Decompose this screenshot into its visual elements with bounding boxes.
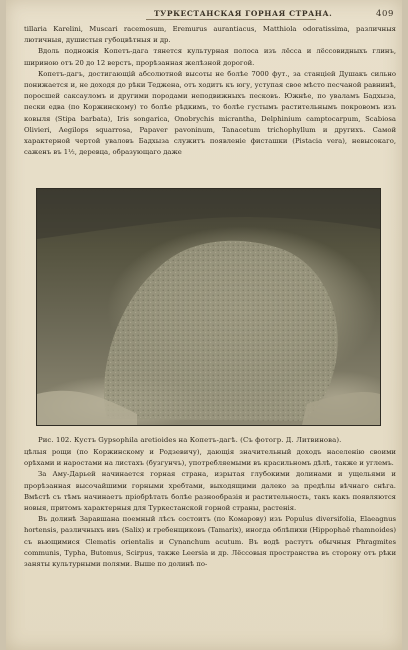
page-number: 409 bbox=[376, 9, 395, 19]
paragraph: Вдоль подножія Копетъ-дага тянется культурная полоса изъ лёсса и лёссовидныхъ глинъ, шириною отъ 20 до 12 верстъ, прорѣзанная желѣзной дорогой. bbox=[24, 47, 396, 67]
running-title: ТУРКЕСТАНСКАЯ ГОРНАЯ СТРАНА. bbox=[154, 9, 333, 18]
paragraph: Въ долинѣ Заравшана поемный лѣсъ состоитъ (по Комарову) изъ Populus diversifolia, Elaeagnus hortensis, различныхъ ивъ (Salix) и гребенщиковъ (Tamarix), иногда облѣпихи (Hippophaë rhamnoides) съ вьющимися Clematis orientalis и Cynanchum acutum. Въ водѣ растутъ обычныя Phragmites communis, Typha, Butomus, Scirpus, также Leersia и др. Лёссовыя пространства въ сторону отъ рѣки заняты культурными полями. Выше по долинѣ по- bbox=[24, 515, 396, 569]
body-text-bottom bbox=[24, 447, 396, 570]
book-page bbox=[6, 0, 402, 650]
figure-caption: Рис. 102. Кустъ Gypsophila aretioides на Копетъ-дагѣ. (Съ фотогр. Д. Литвинова). bbox=[38, 436, 342, 444]
dark-background bbox=[37, 189, 380, 239]
paragraph: За Аму-Дарьей начинается горная страна, изрытая глубокими долинами и ущельями и прорѣзанная высочайшими горными хребтами, выходящими далеко за предѣлы вѣчнаго снѣга. Вмѣстѣ съ тѣмъ начинаетъ пріобрѣтать болѣе разнообразія и растительность, такъ какъ появляются новыя, притомъ характерныя для Туркестанской горной страны, растенія. bbox=[24, 470, 396, 513]
header-rule bbox=[146, 19, 316, 20]
paragraph: Копетъ-дагъ, достигающій абсолютной высоты не болѣе 7000 фут., за станціей Душакъ сильно понижается и, не доходя до рѣки Теджена, отъ ходитъ къ югу, уступая свое мѣсто песчаной равнинѣ, поросшей саксауломъ и другими породами неподвижныхъ песковъ. Южнѣе, по уваламъ Бадхыза, пески едва (по Коржинскому) то болѣе рѣдкимъ, то болѣе густымъ растительнымъ покровомъ изъ ковыля (Stipa barbata), Iris songarica, Onobrychis micrantha, Delphinium camptocarpum, Scabiosa Olivieri, Aegilops squarrosa, Papaver pavoninum, Tanacetum trichophyllum и другихъ. Самой характерной чертой уваловъ Бадхыза служитъ появленіе фисташки (Pistacia vera), невысокаго, саженъ въ 1½, деревца, образующаго даже bbox=[24, 69, 396, 157]
paragraph: tillaria Karelini, Muscari racemosum, Eremurus aurantiacus, Matthiola odoratissima, различныя лютичныя, душистыя губоцвѣтныя и др. bbox=[24, 25, 396, 45]
paragraph: цѣлыя рощи (по Коржинскому и Родзевичу), дающія значительный доходъ населенію своими орѣхами и наростами на листахъ (бузгунчъ), употребляемыми въ красильномъ дѣлѣ, также и углемъ. bbox=[24, 448, 396, 468]
body-text-top bbox=[24, 24, 396, 158]
photo-rendering bbox=[37, 189, 380, 425]
plant-photograph bbox=[36, 188, 381, 426]
